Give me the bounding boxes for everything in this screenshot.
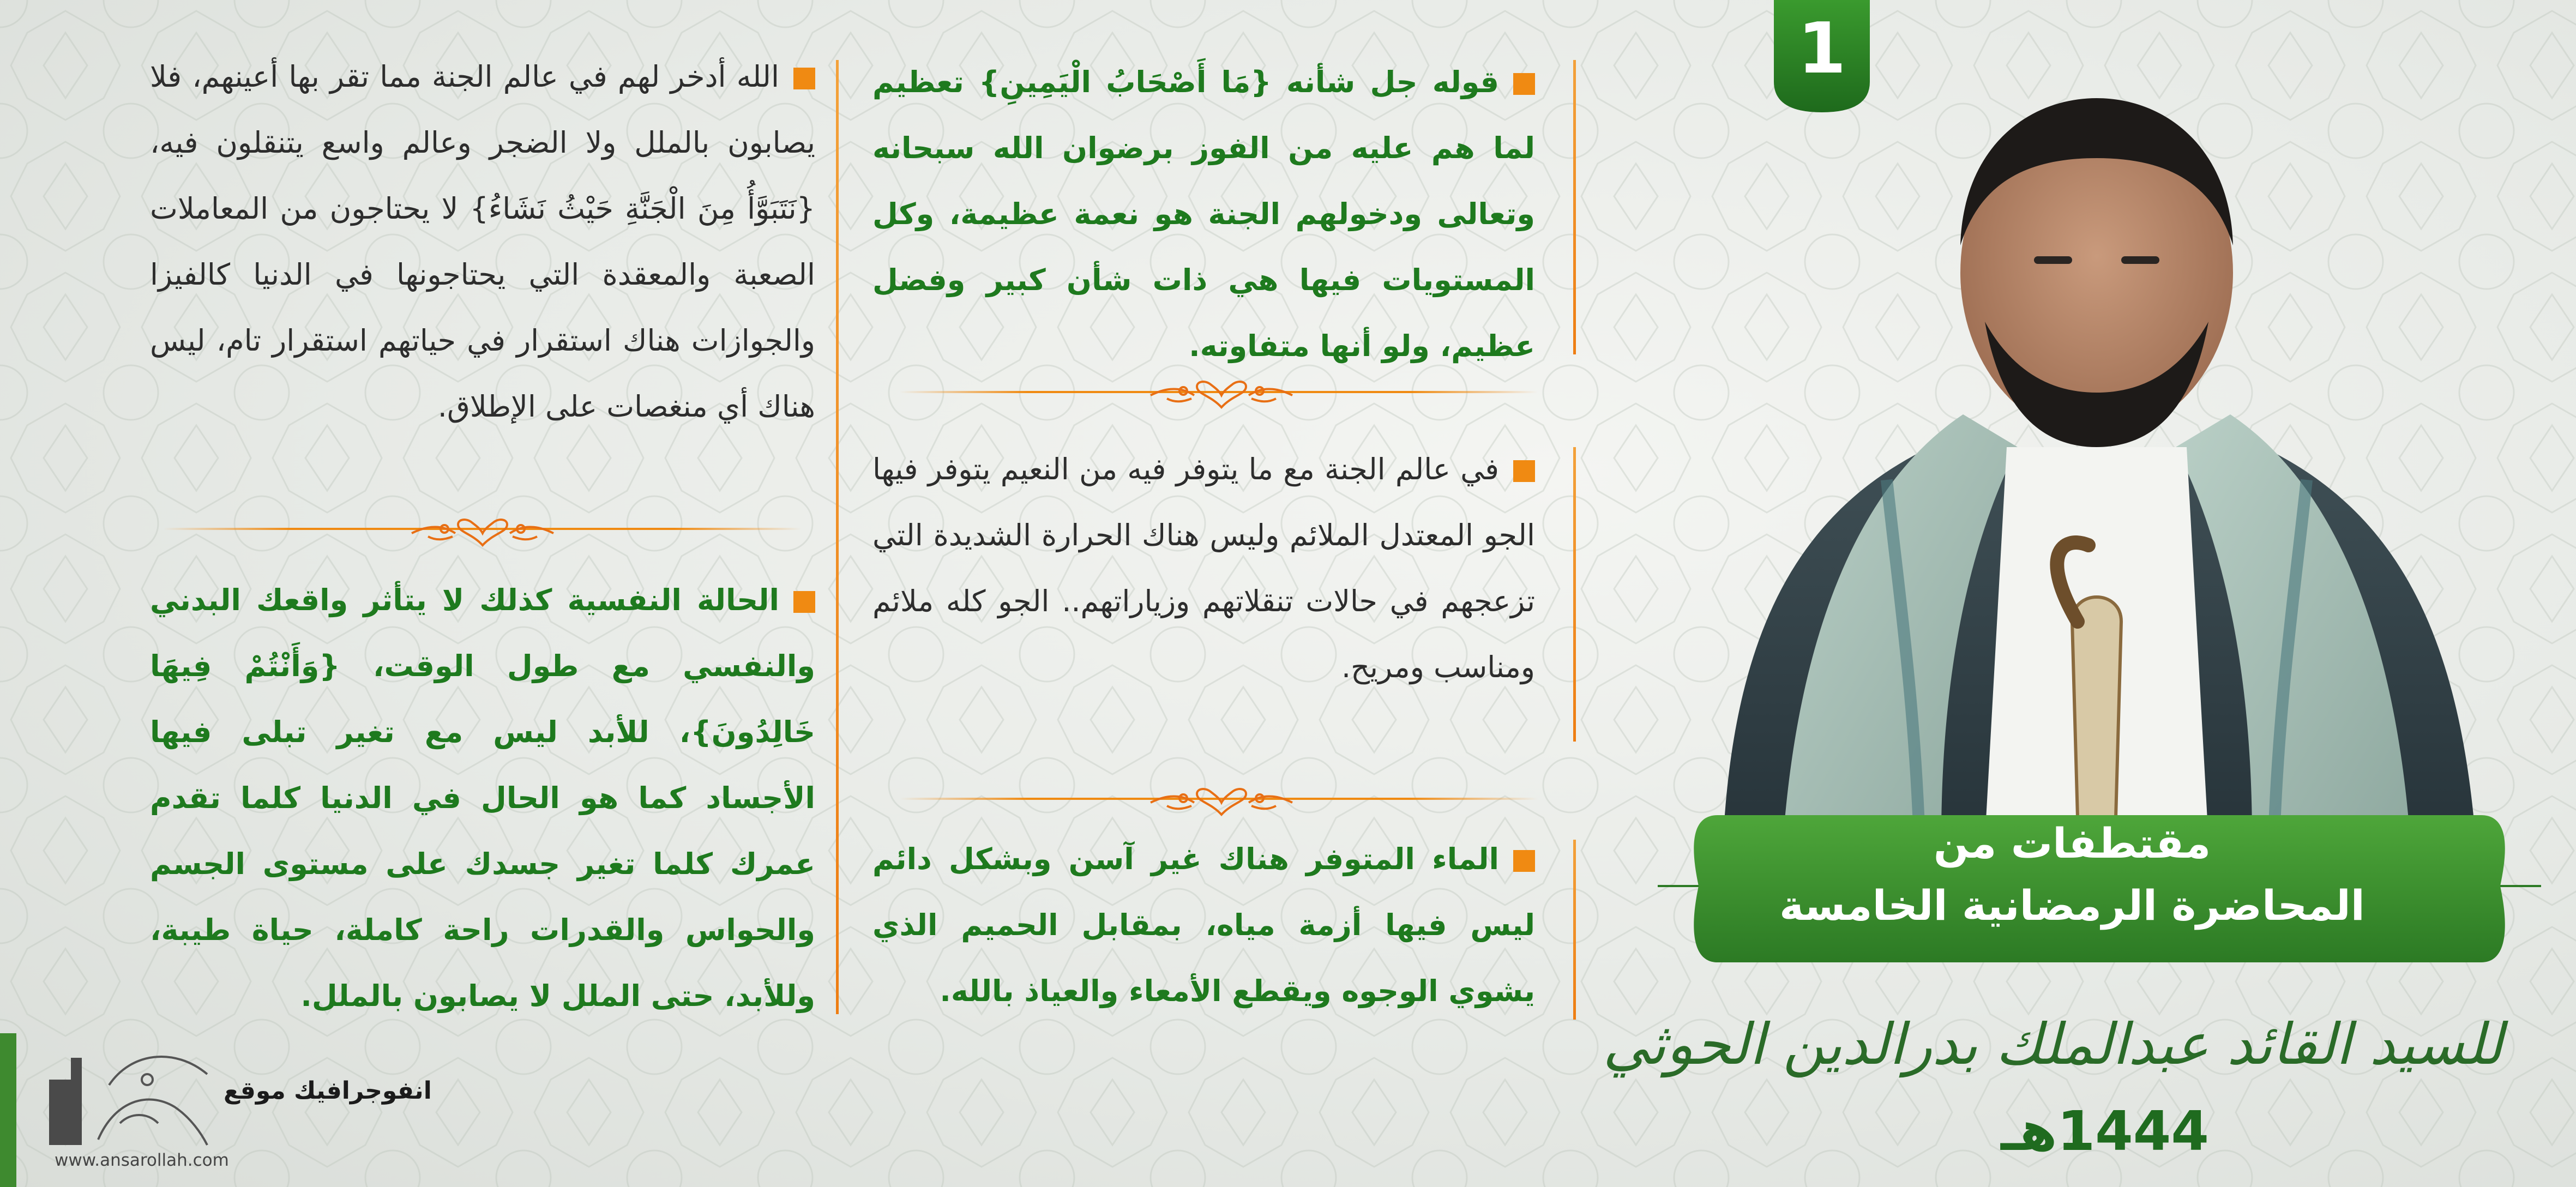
left-paragraph-2 — [150, 567, 815, 1029]
title-banner — [1718, 812, 2427, 937]
banner-line-1: مقتطفات من — [1933, 819, 2211, 867]
number-badge: 1 — [1797, 8, 1846, 89]
footer-accent-bar — [0, 1033, 16, 1187]
middle-column-rule-2 — [1573, 447, 1576, 742]
orange-square-bullet-icon — [793, 68, 815, 89]
floral-heart-ornament-icon — [406, 517, 559, 550]
middle-paragraph-1-block — [872, 49, 1535, 379]
ansarollah-logo-icon — [38, 1036, 218, 1159]
speaker-portrait — [1658, 65, 2536, 840]
middle-column-rule-3 — [1573, 840, 1576, 1020]
middle-paragraph-2-text: في عالم الجنة مع ما يتوفر فيه من النعيم يتوفر فيها الجو المعتدل الملائم وليس هناك الحرارة الشديدة التي تزعجهم في حالات تنقلاتهم وزياراتهم.. الجو كله ملائم ومناسب ومريح. — [872, 452, 1535, 684]
orange-square-bullet-icon — [1513, 73, 1535, 95]
orange-square-bullet-icon — [1513, 460, 1535, 482]
floral-heart-ornament-icon — [1145, 786, 1298, 819]
left-paragraph-1 — [150, 44, 815, 439]
speaker-signature: للسيد القائد عبدالملك بدرالدين الحوثي — [1603, 1011, 2503, 1077]
middle-paragraph-1 — [872, 49, 1535, 379]
left-column-rule — [836, 60, 839, 1014]
floral-heart-ornament-icon — [1145, 379, 1298, 412]
middle-paragraph-3-text: الماء المتوفر هناك غير آسن وبشكل دائم ليس فيها أزمة مياه، بمقابل الحميم الذي يشوي الوجوه ويقطع الأمعاء والعياذ بالله. — [872, 842, 1535, 1008]
left-paragraph-2-text: الحالة النفسية كذلك لا يتأثر واقعك البدني والنفسي مع طول الوقت، {وَأَنْتُمْ فِيهَا خَالِدُونَ}، للأبد ليس مع تغير تبلى فيها الأجساد كما هو الحال في الدنيا كلما تقدم عمرك كلما تغير جسدك على مستوى الجسم والحواس والقدرات راحة كاملة، حياة طيبة، وللأبد، حتى الملل لا يصابون بالملل. — [150, 583, 815, 1013]
middle-paragraph-3 — [872, 826, 1535, 1024]
orange-square-bullet-icon — [793, 591, 815, 613]
left-paragraph-1-text: الله أدخر لهم في عالم الجنة مما تقر بها أعينهم، فلا يصابون بالملل ولا الضجر وعالم واسع يتنقلون فيه، {نَتَبَوَّأُ مِنَ الْجَنَّةِ حَيْثُ نَشَاءُ} لا يحتاجون من المعاملات الصعبة والمعقدة التي يحتاجونها في الدنيا كالفيزا والجوازات هناك استقرار في حياتهم استقرار تام، ليس هناك أي منغصات على الإطلاق. — [150, 59, 815, 424]
middle-paragraph-2-block — [872, 436, 1535, 700]
footer-label: انفوجرافيك موقع — [224, 1077, 432, 1105]
left-paragraph-2-block — [150, 567, 815, 1029]
middle-paragraph-2 — [872, 436, 1535, 700]
hijri-year: 1444هـ — [2001, 1099, 2209, 1163]
middle-paragraph-1-text: قوله جل شأنه {مَا أَصْحَابُ الْيَمِينِ} تعظيم لما هم عليه من الفوز برضوان الله سبحانه وتعالى ودخولهم الجنة هو نعمة عظيمة، وكل المستويات فيها هي ذات شأن كبير وفضل عظيم، ولو أنها متفاوته. — [872, 65, 1535, 363]
footer-website-link[interactable]: www.ansarollah.com — [55, 1150, 229, 1170]
middle-paragraph-3-block — [872, 826, 1535, 1024]
banner-line-2: المحاضرة الرمضانية الخامسة — [1779, 881, 2365, 930]
left-paragraph-1-block — [150, 44, 815, 439]
middle-column-rule — [1573, 60, 1576, 354]
orange-square-bullet-icon — [1513, 850, 1535, 872]
